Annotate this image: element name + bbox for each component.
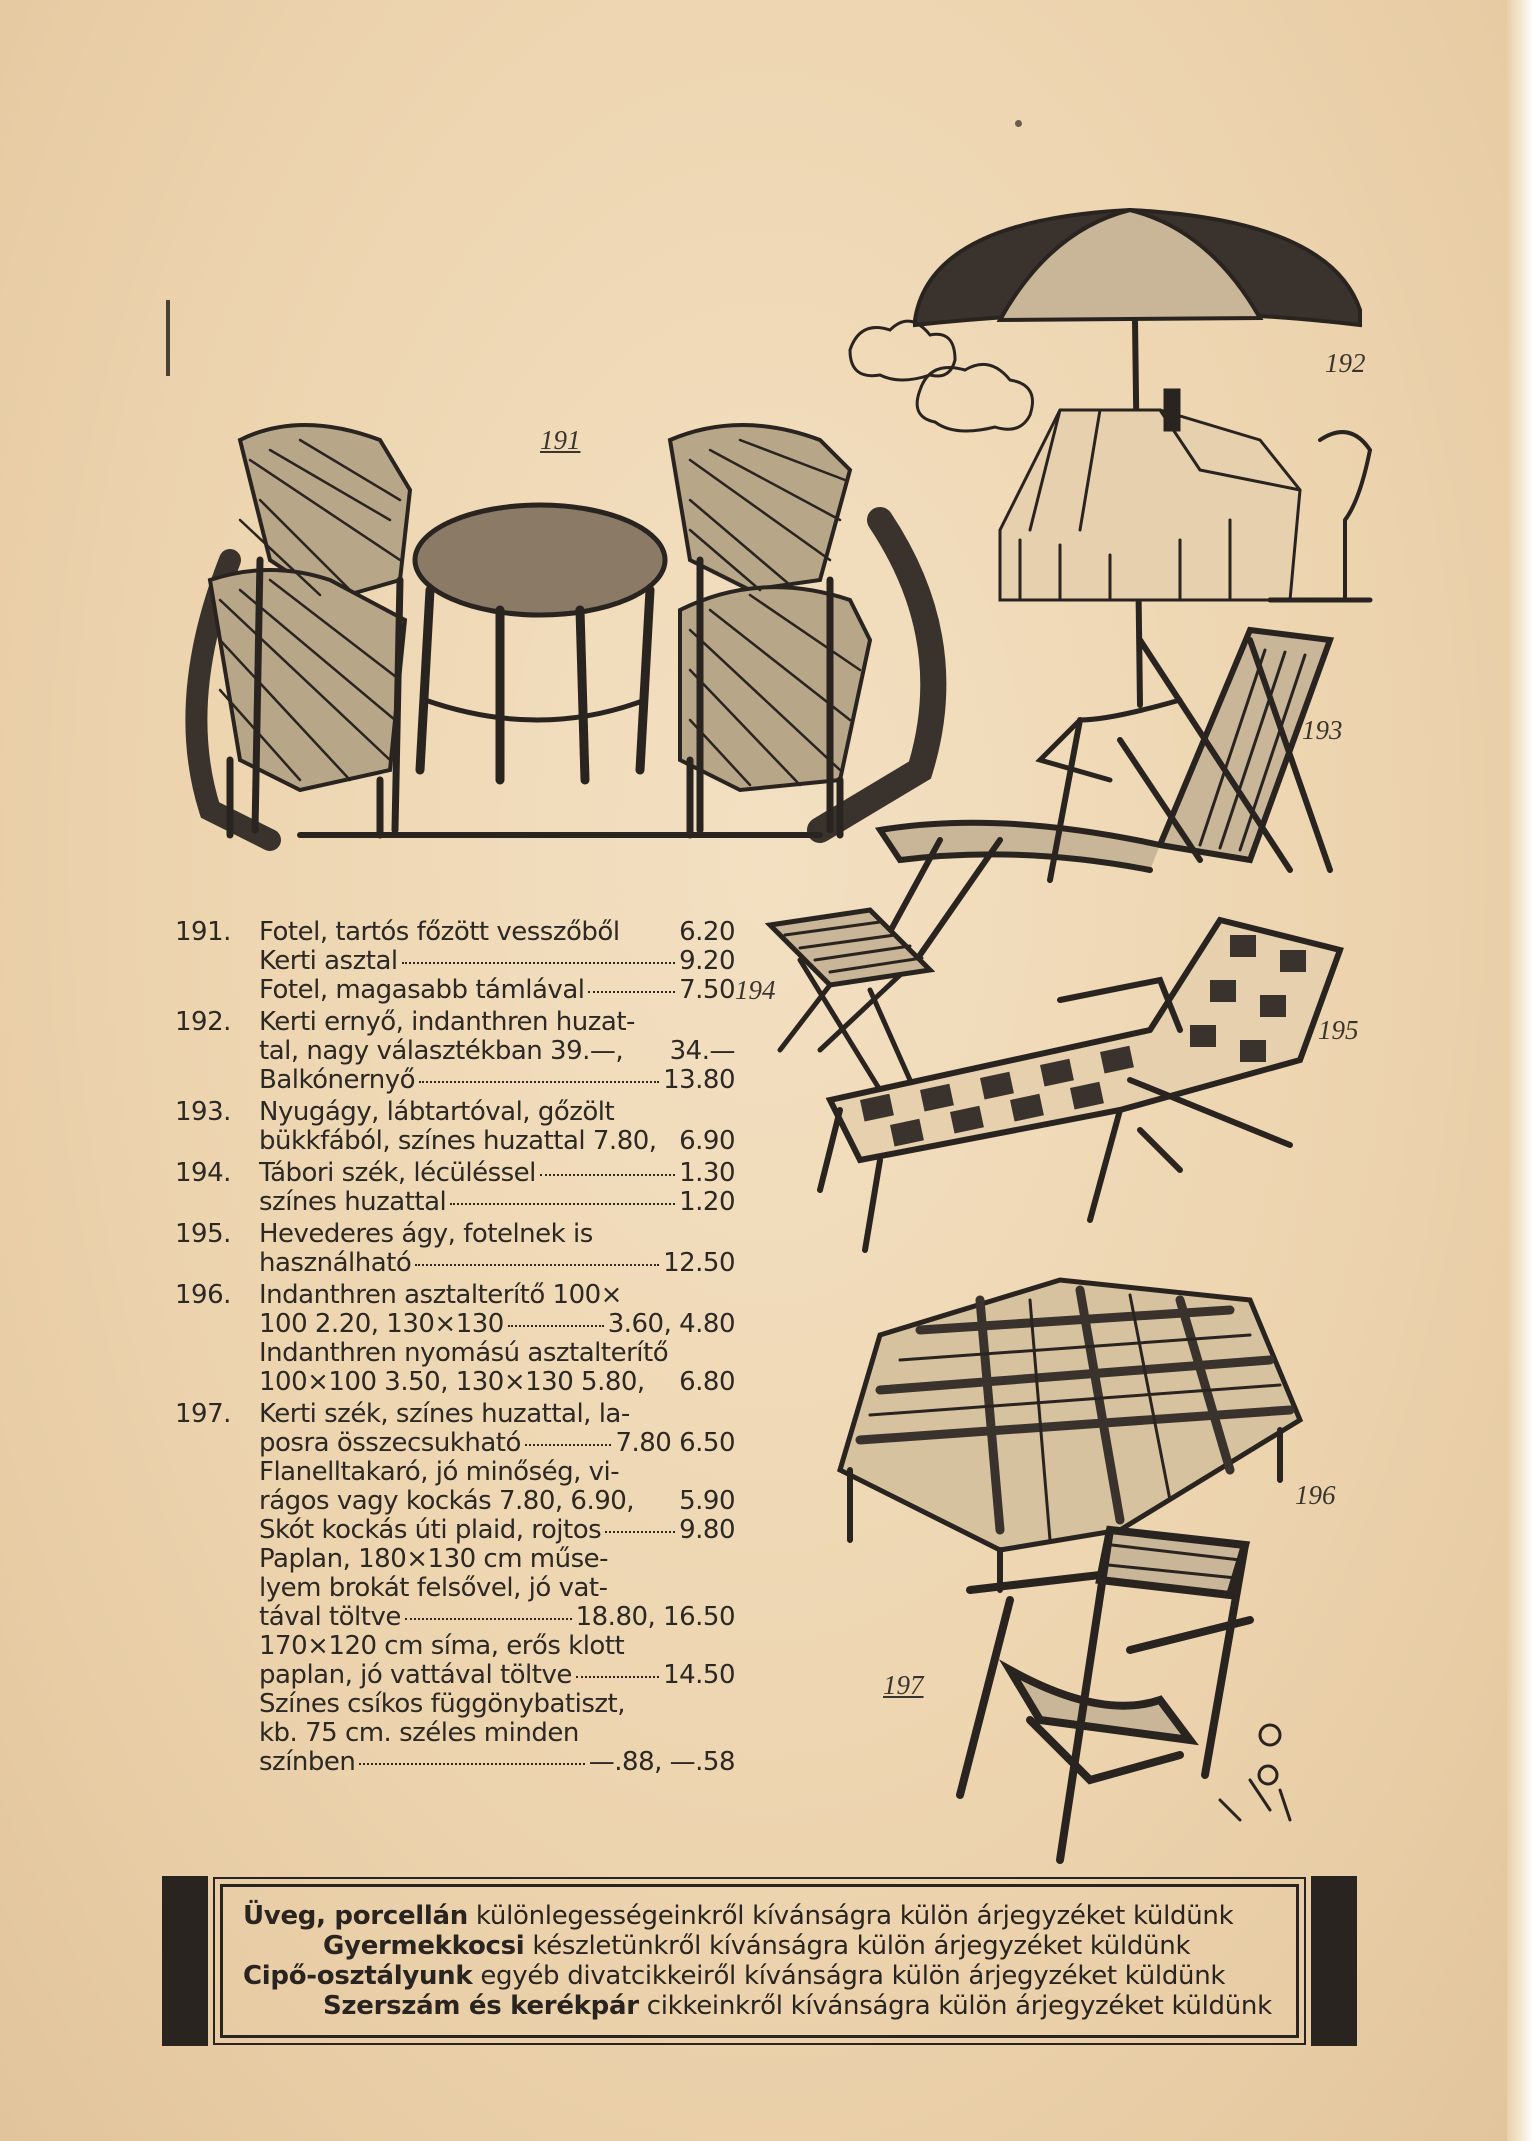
item-line <box>259 1188 735 1217</box>
dot-leader <box>415 1264 659 1266</box>
figure-label-192: 192 <box>1325 348 1366 378</box>
item-description: Balkónernyő <box>259 1065 416 1095</box>
dot-leader <box>359 1763 584 1765</box>
notice-line: Üveg, porcellán különlegességeinkről kívánságra külön árjegyzéket küldünk <box>243 1901 1234 1931</box>
item-description: tával töltve <box>259 1602 401 1632</box>
dot-leader <box>576 1676 659 1678</box>
item-price: 5.90 <box>679 1486 735 1516</box>
item-line <box>259 1008 735 1037</box>
deck-chair-illustration <box>880 630 1330 955</box>
item-description: Flanelltakaró, jó minőség, vi- <box>259 1457 620 1487</box>
item-line <box>259 1310 735 1339</box>
item-line <box>259 1400 735 1429</box>
price-list-item <box>175 1159 735 1217</box>
item-line <box>259 1249 735 1278</box>
notice-line: Szerszám és kerékpár cikkeinkről kívánságra külön árjegyzéket küldünk <box>323 1991 1272 2021</box>
figure-label-191: 191 <box>540 425 581 455</box>
price-list-item <box>175 1008 735 1095</box>
item-number: 195. <box>175 1219 231 1249</box>
item-price: 1.20 <box>679 1187 735 1217</box>
item-line <box>259 1458 735 1487</box>
item-description: színben <box>259 1747 356 1777</box>
price-list-item <box>175 1220 735 1278</box>
figure-label-196: 196 <box>1295 1480 1336 1510</box>
item-line <box>259 1574 735 1603</box>
item-description: rágos vagy kockás 7.80, 6.90, <box>259 1486 635 1516</box>
item-line <box>259 976 735 1005</box>
item-line <box>259 1719 735 1748</box>
item-price: —.88, —.58 <box>588 1747 735 1777</box>
item-description: tal, nagy választékban 39.—, <box>259 1036 624 1066</box>
figure-label-195: 195 <box>1318 1015 1359 1045</box>
dot-leader <box>588 991 675 993</box>
dot-leader <box>405 1618 572 1620</box>
notice-box <box>162 1876 1357 2046</box>
item-line <box>259 1220 735 1249</box>
item-description: lyem brokát felsővel, jó vat- <box>259 1573 608 1603</box>
item-line <box>259 1487 735 1516</box>
wicker-furniture-set-illustration <box>196 425 933 840</box>
item-line <box>259 1603 735 1632</box>
item-line <box>259 1429 735 1458</box>
item-price: 7.80 6.50 <box>615 1428 735 1458</box>
notice-lines <box>243 1901 1276 2021</box>
price-list-item <box>175 1400 735 1777</box>
item-number: 196. <box>175 1280 231 1310</box>
item-description: Kerti ernyő, indanthren huzat- <box>259 1007 635 1037</box>
item-description: Hevederes ágy, fotelnek is <box>259 1219 593 1249</box>
item-line <box>259 1127 735 1156</box>
dot-leader <box>419 1081 659 1083</box>
item-price: 12.50 <box>663 1248 735 1278</box>
item-price: 9.80 <box>679 1515 735 1545</box>
item-line <box>259 1516 735 1545</box>
notice-line: Gyermekkocsi készletünkről kívánságra külön árjegyzéket küldünk <box>323 1931 1191 1961</box>
item-line <box>259 1281 735 1310</box>
dot-leader <box>605 1531 675 1533</box>
folding-chair-illustration <box>960 1530 1290 1860</box>
item-line <box>259 1066 735 1095</box>
item-description: színes huzattal <box>259 1187 447 1217</box>
item-description: Kerti asztal <box>259 946 398 976</box>
notice-box-right-bar <box>1311 1876 1357 2046</box>
item-line <box>259 1339 735 1368</box>
dot-leader <box>508 1325 604 1327</box>
item-description: 170×120 cm síma, erős klott <box>259 1631 625 1661</box>
item-line <box>259 1690 735 1719</box>
item-line <box>259 1037 735 1066</box>
item-line <box>259 947 735 976</box>
price-list-item <box>175 918 735 1005</box>
item-price: 7.50 <box>679 975 735 1005</box>
price-list <box>175 918 735 1780</box>
item-price: 34.— <box>669 1036 735 1066</box>
item-description: paplan, jó vattával töltve <box>259 1660 572 1690</box>
price-list-item <box>175 1098 735 1156</box>
figure-label-194: 194 <box>735 975 776 1005</box>
item-line <box>259 1159 735 1188</box>
notice-line: Cipő-osztályunk egyéb divatcikkeiről kívánságra külön árjegyzéket küldünk <box>243 1961 1226 1991</box>
item-line <box>259 1748 735 1777</box>
item-number: 192. <box>175 1007 231 1037</box>
item-description: Paplan, 180×130 cm műse- <box>259 1544 609 1574</box>
item-description: Nyugágy, lábtartóval, gőzölt <box>259 1097 615 1127</box>
dot-leader <box>450 1203 675 1205</box>
item-description: Fotel, magasabb támlával <box>259 975 585 1005</box>
house-illustration <box>1000 390 1370 600</box>
figure-label-193: 193 <box>1302 715 1343 745</box>
item-line <box>259 1661 735 1690</box>
item-price: 18.80, 16.50 <box>575 1602 735 1632</box>
item-number: 193. <box>175 1097 231 1127</box>
item-description: Fotel, tartós főzött vesszőből <box>259 917 620 947</box>
dot-leader <box>525 1444 612 1446</box>
item-description: bükkfából, színes huzattal 7.80, <box>259 1126 657 1156</box>
item-price: 6.20 <box>679 917 735 947</box>
item-line <box>259 1632 735 1661</box>
notice-box-frame <box>220 1884 1299 2038</box>
item-number: 194. <box>175 1158 231 1188</box>
item-line <box>259 1098 735 1127</box>
item-description: használható <box>259 1248 412 1278</box>
item-number: 197. <box>175 1399 231 1429</box>
item-description: kb. 75 cm. széles minden <box>259 1718 579 1748</box>
notice-box-left-bar <box>162 1876 208 2046</box>
item-description: Skót kockás úti plaid, rojtos <box>259 1515 602 1545</box>
item-description: Tábori szék, lécüléssel <box>259 1158 536 1188</box>
dot-leader <box>402 962 676 964</box>
item-price: 9.20 <box>679 946 735 976</box>
camp-stool-illustration <box>770 910 930 1090</box>
item-description: 100 2.20, 130×130 <box>259 1309 504 1339</box>
item-line <box>259 918 735 947</box>
item-description: Indanthren asztalterítő 100× <box>259 1280 622 1310</box>
item-number: 191. <box>175 917 231 947</box>
item-price: 6.90 <box>679 1126 735 1156</box>
item-line <box>259 1545 735 1574</box>
item-price: 1.30 <box>679 1158 735 1188</box>
item-description: Kerti szék, színes huzattal, la- <box>259 1399 630 1429</box>
item-description: Színes csíkos függönybatiszt, <box>259 1689 625 1719</box>
dot-leader <box>540 1174 675 1176</box>
item-description: 100×100 3.50, 130×130 5.80, <box>259 1367 645 1397</box>
item-line <box>259 1368 735 1397</box>
item-price: 6.80 <box>679 1367 735 1397</box>
figure-label-197: 197 <box>883 1670 924 1700</box>
item-price: 3.60, 4.80 <box>607 1309 735 1339</box>
item-price: 13.80 <box>663 1065 735 1095</box>
item-description: Indanthren nyomású asztalterítő <box>259 1338 669 1368</box>
price-list-item <box>175 1281 735 1397</box>
item-price: 14.50 <box>663 1660 735 1690</box>
item-description: posra összecsukható <box>259 1428 521 1458</box>
